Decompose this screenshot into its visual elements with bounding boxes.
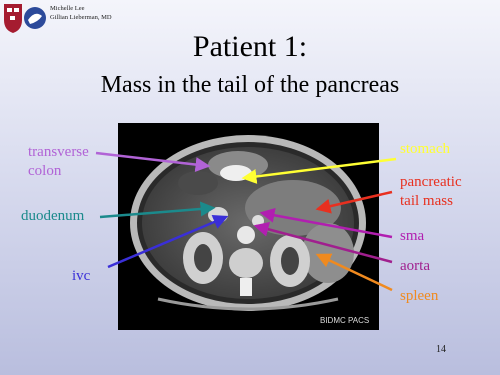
arrow-transverse-colon	[96, 153, 208, 166]
label-ivc: ivc	[72, 268, 91, 284]
label-pancreatic-tail-mass-line2: tail mass	[400, 193, 453, 209]
page-number: 14	[436, 344, 446, 355]
label-aorta: aorta	[400, 258, 430, 274]
label-pancreatic-tail-mass	[400, 173, 462, 211]
label-spleen: spleen	[400, 288, 439, 304]
label-pancreatic-tail-mass-line1: pancreatic	[400, 174, 462, 190]
label-transverse-colon	[28, 143, 89, 181]
label-stomach: stomach	[400, 141, 450, 157]
label-transverse-colon-line1: transverse	[28, 144, 89, 160]
author-line-1: Michelle Lee	[50, 5, 85, 12]
scan-watermark: BIDMC PACS	[320, 316, 370, 325]
arrow-stomach	[244, 159, 396, 178]
arrow-pancreatic-tail-mass	[318, 192, 392, 209]
slide-title: Patient 1:	[192, 30, 308, 63]
slide-subtitle: Mass in the tail of the pancreas	[100, 72, 400, 98]
label-transverse-colon-line2: colon	[28, 163, 62, 179]
label-duodenum: duodenum	[21, 208, 85, 224]
author-line-2: Gillian Lieberman, MD	[50, 14, 112, 21]
arrow-ivc	[108, 217, 226, 267]
arrow-duodenum	[100, 208, 213, 217]
label-sma: sma	[400, 228, 425, 244]
